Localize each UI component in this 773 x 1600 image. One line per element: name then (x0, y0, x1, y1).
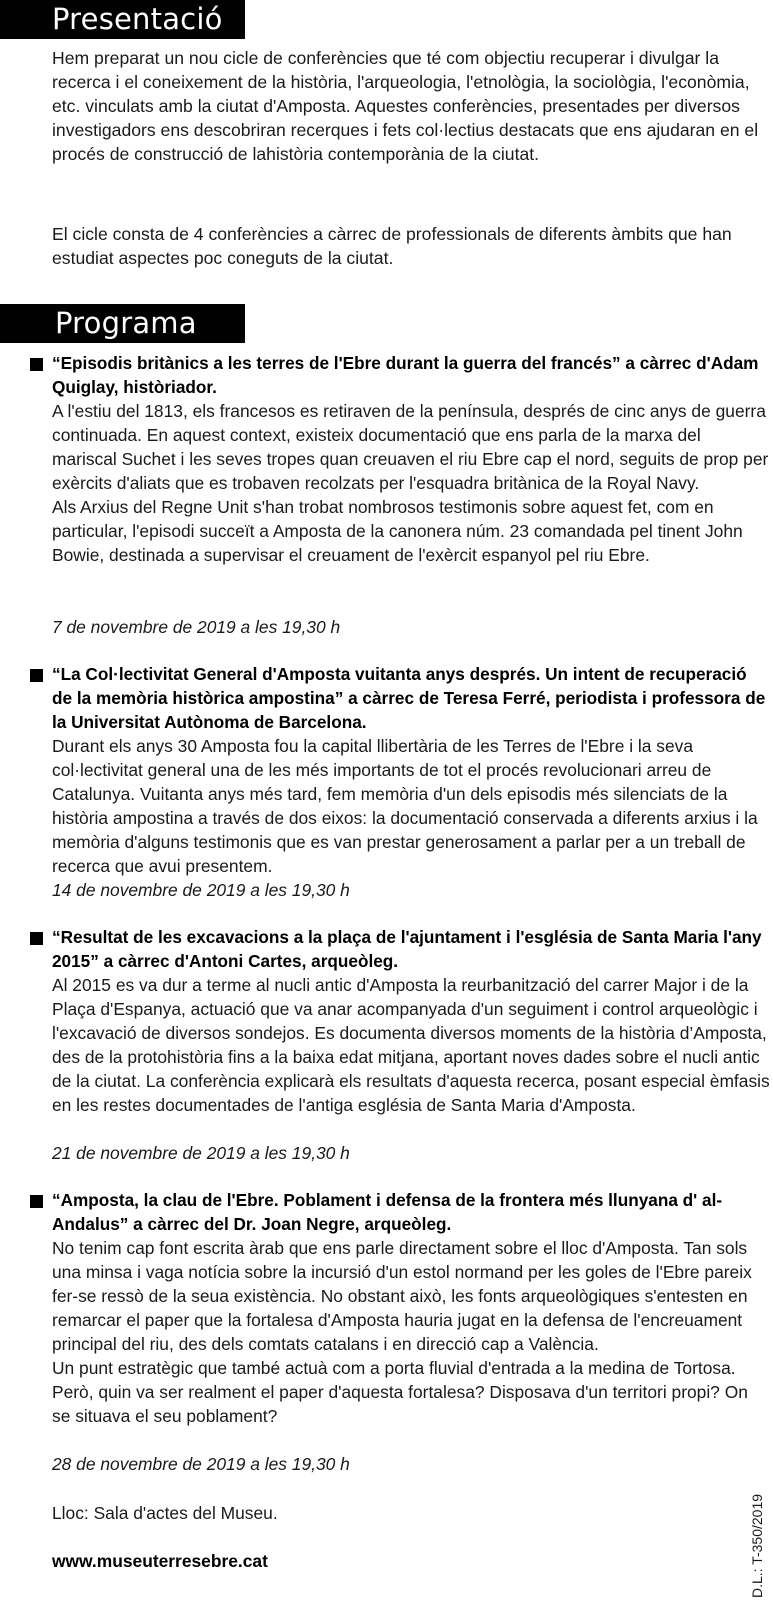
conference-description (52, 973, 770, 1117)
website-link[interactable]: www.museuterresebre.cat (52, 1551, 268, 1571)
conference-description (52, 399, 770, 567)
square-bullet-icon (30, 932, 43, 945)
venue-text: Lloc: Sala d'actes del Museu. (52, 1503, 278, 1523)
description-paragraph: Als Arxius del Regne Unit s'han trobat nombrosos testimonis sobre aquest fet, com en particular, l'episodi succeït a Amposta de la canonera núm. 23 comandada pel tinent John Bowie, destinada a supervisar el creuament de l'exèrcit espanyol pel riu Ebre. (52, 497, 743, 565)
conference-description (52, 734, 770, 878)
presentation-paragraph: El cicle consta de 4 conferències a càrrec de professionals de diferents àmbits que han estudiat aspectes poc coneguts de la ciutat. (52, 224, 732, 268)
conference-date: 14 de novembre de 2019 a les 19,30 h (52, 880, 350, 900)
description-paragraph: No tenim cap font escrita àrab que ens parle directament sobre el lloc d'Amposta. Tan sols una minsa i vaga notícia sobre la incursió d'un estol normand per les goles de l'Ebre pareix fer-se ressò de la seua existència. No obstant això, les fonts arqueològiques s'entesten en remarcar el paper que la fortalesa d'Amposta hauria jugat en la defensa de l'encreuament principal del riu, des dels comtats catalans i en direcció cap a València. (52, 1238, 752, 1354)
conference-title: “Episodis britànics a les terres de l'Ebre durant la guerra del francés” a càrrec d'Adam Quiglay, històriador. (52, 353, 759, 397)
square-bullet-icon (30, 358, 43, 371)
conference-title: “Resultat de les excavacions a la plaça de l'ajuntament i l'església de Santa Maria l'any 2015” a càrrec d'Antoni Cartes, arqueòleg. (52, 927, 762, 971)
presentacio-heading: Presentació (0, 0, 245, 39)
presentation-paragraph: Hem preparat un nou cicle de conferències que té com objectiu recuperar i divulgar la recerca i el coneixement de la història, l'arqueologia, l'etnològia, la sociològia, l'econòmia, etc. vinculats amb la ciutat d'Amposta. Aquestes conferències, presentades per diversos investigadors ens descobriran recerques i fets col·lectius destacats que ens ajudaran en el procés de construcció de lahistòria contemporània de la ciutat. (52, 48, 759, 164)
conference-title: “La Col·lectivitat General d'Amposta vuitanta anys després. Un intent de recuperació de la memòria històrica ampostina” a càrrec de Teresa Ferré, periodista i professora de la Universitat Autònoma de Barcelona. (52, 664, 766, 732)
description-paragraph: Al 2015 es va dur a terme al nucli antic d'Amposta la reurbanització del carrer Major i de la Plaça d'Espanya, actuació que va anar acompanyada d'un seguiment i control arqueològic i l'excavació de diversos sondejos. Es documenta diversos moments de la història d’Amposta, des de la protohistòria fins a la baixa edat mitjana, aportant noves dades sobre el nucli antic de la ciutat. La conferència explicarà els resultats d'aquesta recerca, posant especial èmfasis en les restes documentades de l'antiga església de Santa Maria d'Amposta. (52, 975, 770, 1115)
description-paragraph: A l'estiu del 1813, els francesos es retiraven de la península, després de cinc anys de guerra continuada. En aquest context, existeix documentació que ens parla de la marxa del mariscal Suchet i les seves tropes quan creuaven el riu Ebre cap el nord, seguits de prop per exèrcits d'aliats que es trobaven recolzats per l'esquadra britànica de la Royal Navy. (52, 401, 769, 493)
conference-description (52, 1236, 770, 1428)
conference-date: 28 de novembre de 2019 a les 19,30 h (52, 1454, 350, 1474)
description-paragraph: Durant els anys 30 Amposta fou la capital llibertària de les Terres de l'Ebre i la seva col·lectivitat general una de les més importants de tot el procés revolucionari arreu de Catalunya. Vuitanta anys més tard, fem memòria d'un dels episodis més silenciats de la història ampostina a través de dos eixos: la documentació conservada a diferents arxius i la memòria d'alguns testimonis que es van prestar generosament a parlar per a un treball de recerca que avui presentem. (52, 736, 758, 876)
legal-deposit-number: D.L.: T-350/2019 (749, 1493, 765, 1598)
conference-title: “Amposta, la clau de l'Ebre. Poblament i defensa de la frontera més llunyana d' al-Andalus” a càrrec del Dr. Joan Negre, arqueòleg. (52, 1190, 723, 1234)
square-bullet-icon (30, 1195, 43, 1208)
description-paragraph: Un punt estratègic que també actuà com a porta fluvial d'entrada a la medina de Tortosa. Però, quin va ser realment el paper d'aquesta fortalesa? Disposava d'un territori propi? On se situava el seu poblament? (52, 1358, 748, 1426)
conference-date: 7 de novembre de 2019 a les 19,30 h (52, 617, 341, 637)
programa-heading: Programa (0, 304, 245, 343)
conference-date: 21 de novembre de 2019 a les 19,30 h (52, 1143, 350, 1163)
square-bullet-icon (30, 669, 43, 682)
